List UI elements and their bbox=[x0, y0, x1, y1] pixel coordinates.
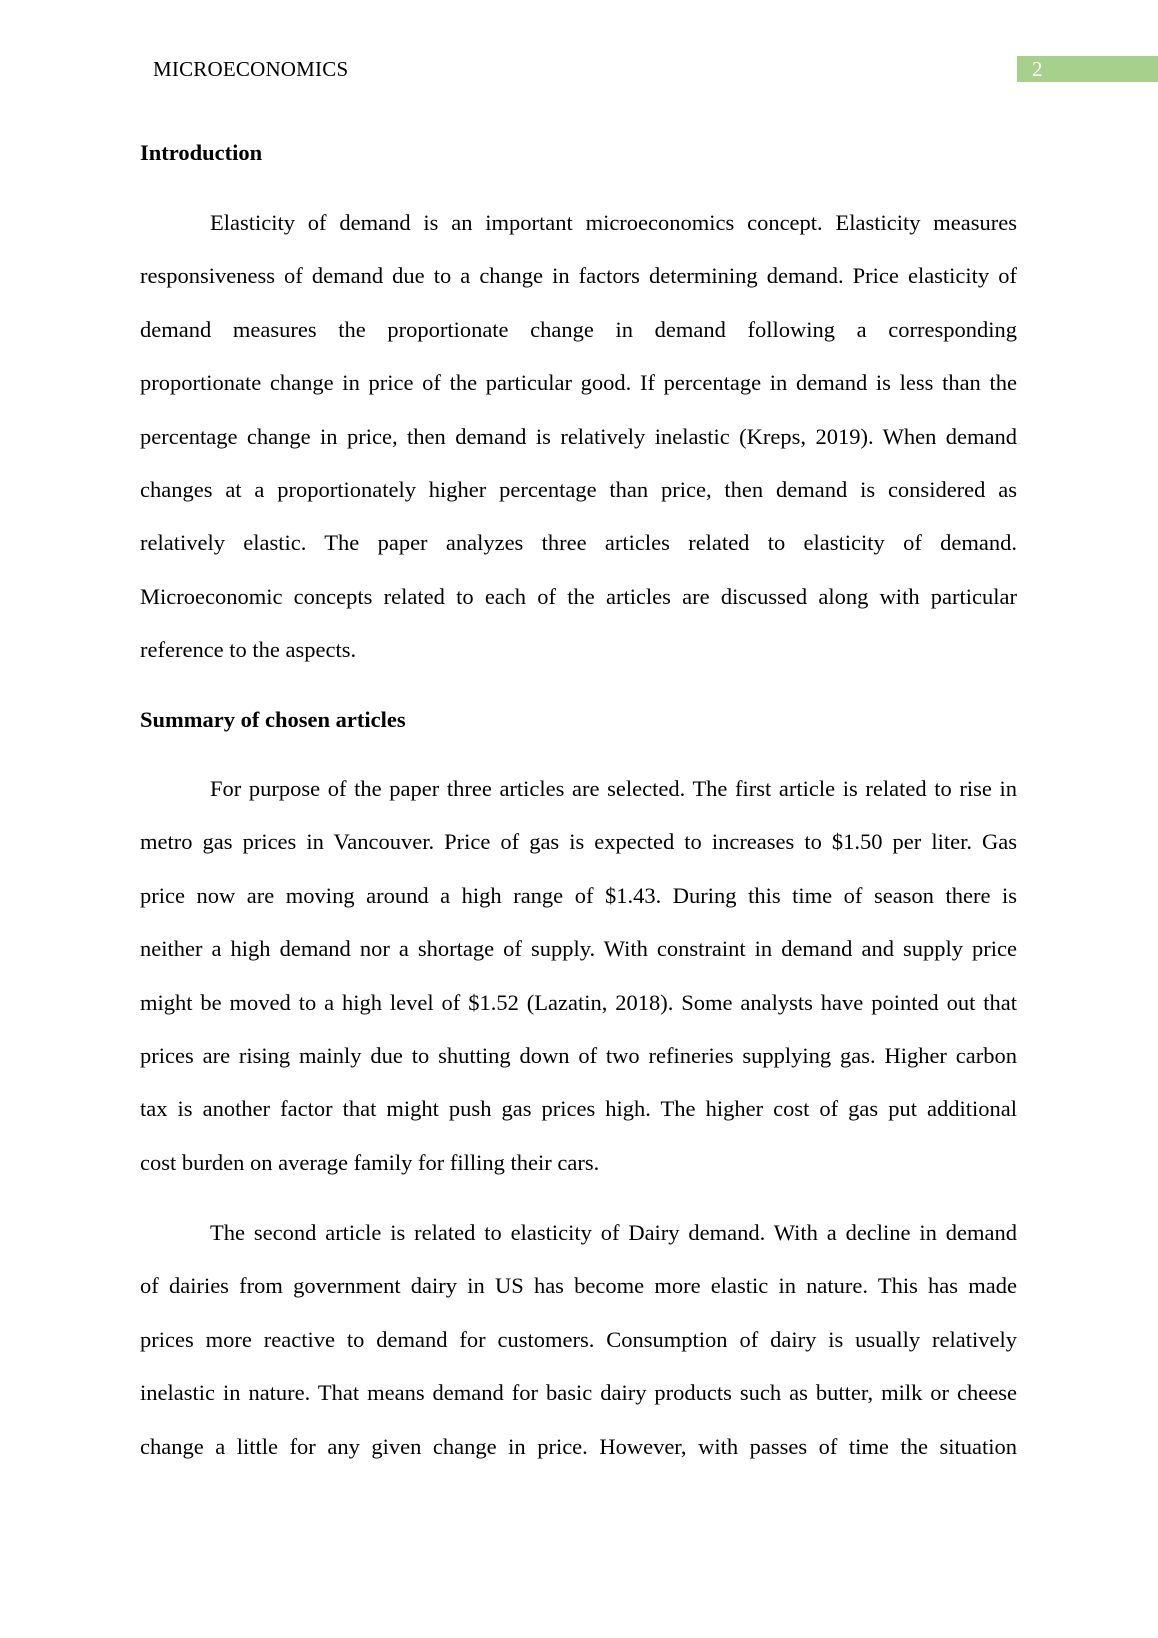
text-line: For purpose of the paper three articles are selected. The first article is related to rise in bbox=[210, 776, 1017, 801]
text-line: tax is another factor that might push gas prices high. The higher cost of gas put additional bbox=[140, 1096, 1017, 1122]
text-line: prices more reactive to demand for customers. Consumption of dairy is usually relatively bbox=[140, 1326, 1017, 1352]
running-head: MICROECONOMICS bbox=[153, 57, 349, 81]
text-line: Microeconomic concepts related to each of the articles are discussed along with particular bbox=[140, 583, 1017, 609]
page-number-badge: 2 bbox=[1017, 56, 1158, 82]
text-line: Elasticity of demand is an important microeconomics concept. Elasticity measures bbox=[210, 210, 1017, 235]
text-line: inelastic in nature. That means demand for basic dairy products such as butter, milk or cheese bbox=[140, 1380, 1017, 1406]
text-line: responsiveness of demand due to a change in factors determining demand. Price elasticity of bbox=[140, 263, 1017, 289]
text-line: neither a high demand nor a shortage of supply. With constraint in demand and supply price bbox=[140, 936, 1017, 962]
paragraph-introduction bbox=[140, 196, 1017, 677]
text-line: metro gas prices in Vancouver. Price of gas is expected to increases to $1.50 per liter. Gas bbox=[140, 829, 1017, 855]
text-line: prices are rising mainly due to shutting down of two refineries supplying gas. Higher carbon bbox=[140, 1042, 1017, 1068]
text-line: reference to the aspects. bbox=[140, 637, 357, 663]
heading-introduction: Introduction bbox=[140, 140, 263, 165]
paragraph-second-article bbox=[140, 1206, 1017, 1473]
text-line: The second article is related to elasticity of Dairy demand. With a decline in demand bbox=[210, 1220, 1017, 1245]
text-line: price now are moving around a high range of $1.43. During this time of season there is bbox=[140, 882, 1017, 908]
text-line: might be moved to a high level of $1.52 (Lazatin, 2018). Some analysts have pointed out that bbox=[140, 989, 1017, 1015]
text-line: changes at a proportionately higher percentage than price, then demand is considered as bbox=[140, 476, 1017, 502]
text-line: change a little for any given change in price. However, with passes of time the situation bbox=[140, 1433, 1017, 1459]
text-line: demand measures the proportionate change in demand following a corresponding bbox=[140, 316, 1017, 342]
text-line: relatively elastic. The paper analyzes three articles related to elasticity of demand. bbox=[140, 530, 1017, 556]
text-line: percentage change in price, then demand is relatively inelastic (Kreps, 2019). When demand bbox=[140, 423, 1017, 449]
text-line: proportionate change in price of the particular good. If percentage in demand is less than the bbox=[140, 370, 1017, 396]
text-line: cost burden on average family for filling their cars. bbox=[140, 1149, 600, 1175]
paragraph-first-article bbox=[140, 762, 1017, 1189]
heading-summary: Summary of chosen articles bbox=[140, 707, 406, 732]
text-line: of dairies from government dairy in US has become more elastic in nature. This has made bbox=[140, 1273, 1017, 1299]
